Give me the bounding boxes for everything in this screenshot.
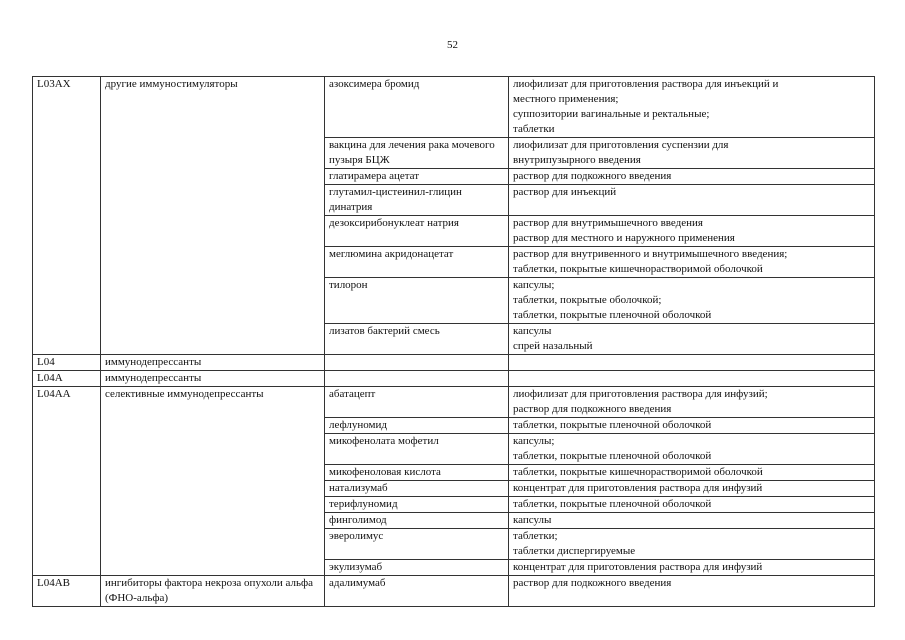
atc-code-cell	[33, 169, 101, 185]
table-row	[33, 324, 875, 355]
table-row	[33, 434, 875, 465]
dosage-form-line: капсулы;	[513, 279, 555, 291]
table-row	[33, 77, 875, 138]
drug-name-cell: лефлуномид	[325, 418, 509, 434]
table-row	[33, 513, 875, 529]
drug-name-cell: микофенолата мофетил	[325, 434, 509, 465]
atc-code-cell: L04A	[33, 371, 101, 387]
atc-group-cell	[101, 497, 325, 513]
dosage-form-line: лиофилизат для приготовления суспензии для	[513, 139, 729, 151]
atc-code-cell	[33, 247, 101, 278]
dosage-form-line: лиофилизат для приготовления раствора для инфузий;	[513, 388, 768, 400]
dosage-form-line: таблетки, покрытые кишечнорастворимой оболочкой	[513, 466, 763, 478]
drug-name-cell: тилорон	[325, 278, 509, 324]
atc-code-cell	[33, 560, 101, 576]
atc-group-cell: иммунодепрессанты	[101, 355, 325, 371]
dosage-form-line: раствор для внутримышечного введения	[513, 217, 703, 229]
atc-code-cell: L04AA	[33, 387, 101, 418]
dosage-forms-cell	[509, 185, 875, 216]
dosage-forms-cell	[509, 497, 875, 513]
drug-name-cell: микофеноловая кислота	[325, 465, 509, 481]
atc-code-cell	[33, 185, 101, 216]
dosage-form-line: местного применения;	[513, 93, 619, 105]
dosage-form-line: раствор для подкожного введения	[513, 403, 672, 415]
page-number: 52	[447, 39, 458, 51]
atc-code-cell	[33, 513, 101, 529]
dosage-form-line: раствор для местного и наружного применения	[513, 232, 735, 244]
dosage-forms-cell	[509, 513, 875, 529]
atc-group-cell	[101, 324, 325, 355]
drug-name-cell: натализумаб	[325, 481, 509, 497]
table-row	[33, 497, 875, 513]
drug-name-cell: дезоксирибонуклеат натрия	[325, 216, 509, 247]
atc-code-cell: L04AB	[33, 576, 101, 607]
atc-code-cell	[33, 278, 101, 324]
atc-code-cell	[33, 434, 101, 465]
dosage-form-line: внутрипузырного введения	[513, 154, 641, 166]
atc-group-cell	[101, 481, 325, 497]
table-row	[33, 247, 875, 278]
atc-group-cell	[101, 278, 325, 324]
atc-code-cell: L03AX	[33, 77, 101, 138]
atc-group-cell	[101, 247, 325, 278]
atc-group-cell	[101, 560, 325, 576]
drug-name-cell: экулизумаб	[325, 560, 509, 576]
dosage-form-line: таблетки, покрытые пленочной оболочкой	[513, 450, 712, 462]
drug-name-cell: абатацепт	[325, 387, 509, 418]
drug-name-cell: лизатов бактерий смесь	[325, 324, 509, 355]
table-row	[33, 529, 875, 560]
atc-code-cell: L04	[33, 355, 101, 371]
dosage-forms-cell	[509, 371, 875, 387]
atc-code-cell	[33, 465, 101, 481]
dosage-forms-cell	[509, 138, 875, 169]
atc-group-cell	[101, 529, 325, 560]
atc-code-cell	[33, 216, 101, 247]
drug-name-cell: меглюмина акридонацетат	[325, 247, 509, 278]
atc-code-cell	[33, 481, 101, 497]
atc-code-cell	[33, 138, 101, 169]
atc-group-cell	[101, 434, 325, 465]
atc-group-cell	[101, 216, 325, 247]
dosage-forms-cell	[509, 387, 875, 418]
atc-group-cell: другие иммуностимуляторы	[101, 77, 325, 138]
dosage-form-line: лиофилизат для приготовления раствора для инъекций и	[513, 78, 779, 90]
table-row	[33, 576, 875, 607]
atc-group-cell	[101, 185, 325, 216]
table-row	[33, 216, 875, 247]
atc-group-cell: селективные иммунодепрессанты	[101, 387, 325, 418]
dosage-forms-cell	[509, 278, 875, 324]
table-row	[33, 278, 875, 324]
dosage-form-line: концентрат для приготовления раствора для инфузий	[513, 482, 763, 494]
dosage-form-line: раствор для внутривенного и внутримышечного введения;	[513, 248, 788, 260]
table-row	[33, 185, 875, 216]
drug-name-cell: вакцина для лечения рака мочевого пузыря БЦЖ	[325, 138, 509, 169]
dosage-form-line: капсулы	[513, 325, 552, 337]
atc-group-cell	[101, 418, 325, 434]
atc-code-cell	[33, 324, 101, 355]
dosage-form-line: таблетки, покрытые пленочной оболочкой	[513, 309, 712, 321]
dosage-form-line: спрей назальный	[513, 340, 593, 352]
table-row	[33, 560, 875, 576]
atc-code-cell	[33, 529, 101, 560]
table-row	[33, 387, 875, 418]
table-row	[33, 465, 875, 481]
drug-name-cell: терифлуномид	[325, 497, 509, 513]
dosage-forms-cell	[509, 481, 875, 497]
dosage-forms-cell	[509, 560, 875, 576]
atc-code-cell	[33, 418, 101, 434]
dosage-forms-cell	[509, 169, 875, 185]
atc-code-cell	[33, 497, 101, 513]
dosage-form-line: капсулы;	[513, 435, 555, 447]
table-row	[33, 355, 875, 371]
dosage-form-line: раствор для инъекций	[513, 186, 617, 198]
dosage-forms-cell	[509, 355, 875, 371]
dosage-forms-cell	[509, 247, 875, 278]
table-row	[33, 371, 875, 387]
drug-name-cell: глатирамера ацетат	[325, 169, 509, 185]
dosage-forms-cell	[509, 216, 875, 247]
drug-name-cell: глутамил-цистеинил-глицин динатрия	[325, 185, 509, 216]
table-row	[33, 138, 875, 169]
table-row	[33, 418, 875, 434]
atc-group-cell	[101, 138, 325, 169]
drug-table	[32, 76, 875, 607]
atc-group-cell	[101, 169, 325, 185]
drug-name-cell	[325, 371, 509, 387]
drug-name-cell: эверолимус	[325, 529, 509, 560]
drug-name-cell	[325, 355, 509, 371]
dosage-forms-cell	[509, 77, 875, 138]
dosage-forms-cell	[509, 434, 875, 465]
dosage-form-line: концентрат для приготовления раствора для инфузий	[513, 561, 763, 573]
dosage-form-line: таблетки, покрытые пленочной оболочкой	[513, 498, 712, 510]
atc-group-cell	[101, 513, 325, 529]
dosage-forms-cell	[509, 529, 875, 560]
dosage-form-line: суппозитории вагинальные и ректальные;	[513, 108, 710, 120]
table-row	[33, 169, 875, 185]
dosage-form-line: капсулы	[513, 514, 552, 526]
dosage-form-line: таблетки диспергируемые	[513, 545, 636, 557]
atc-group-cell: ингибиторы фактора некроза опухоли альфа (ФНО-альфа)	[101, 576, 325, 607]
dosage-form-line: таблетки, покрытые пленочной оболочкой	[513, 419, 712, 431]
drug-name-cell: адалимумаб	[325, 576, 509, 607]
dosage-form-line: раствор для подкожного введения	[513, 170, 672, 182]
dosage-form-line: таблетки, покрытые оболочкой;	[513, 294, 662, 306]
dosage-forms-cell	[509, 324, 875, 355]
dosage-form-line: таблетки	[513, 123, 555, 135]
dosage-form-line: таблетки, покрытые кишечнорастворимой оболочкой	[513, 263, 763, 275]
drug-name-cell: финголимод	[325, 513, 509, 529]
dosage-forms-cell	[509, 418, 875, 434]
atc-group-cell	[101, 465, 325, 481]
atc-group-cell: иммунодепрессанты	[101, 371, 325, 387]
dosage-form-line: таблетки;	[513, 530, 558, 542]
drug-name-cell: азоксимера бромид	[325, 77, 509, 138]
dosage-form-line: раствор для подкожного введения	[513, 577, 672, 589]
dosage-forms-cell	[509, 576, 875, 607]
dosage-forms-cell	[509, 465, 875, 481]
table-row	[33, 481, 875, 497]
drug-table-body	[33, 77, 875, 607]
